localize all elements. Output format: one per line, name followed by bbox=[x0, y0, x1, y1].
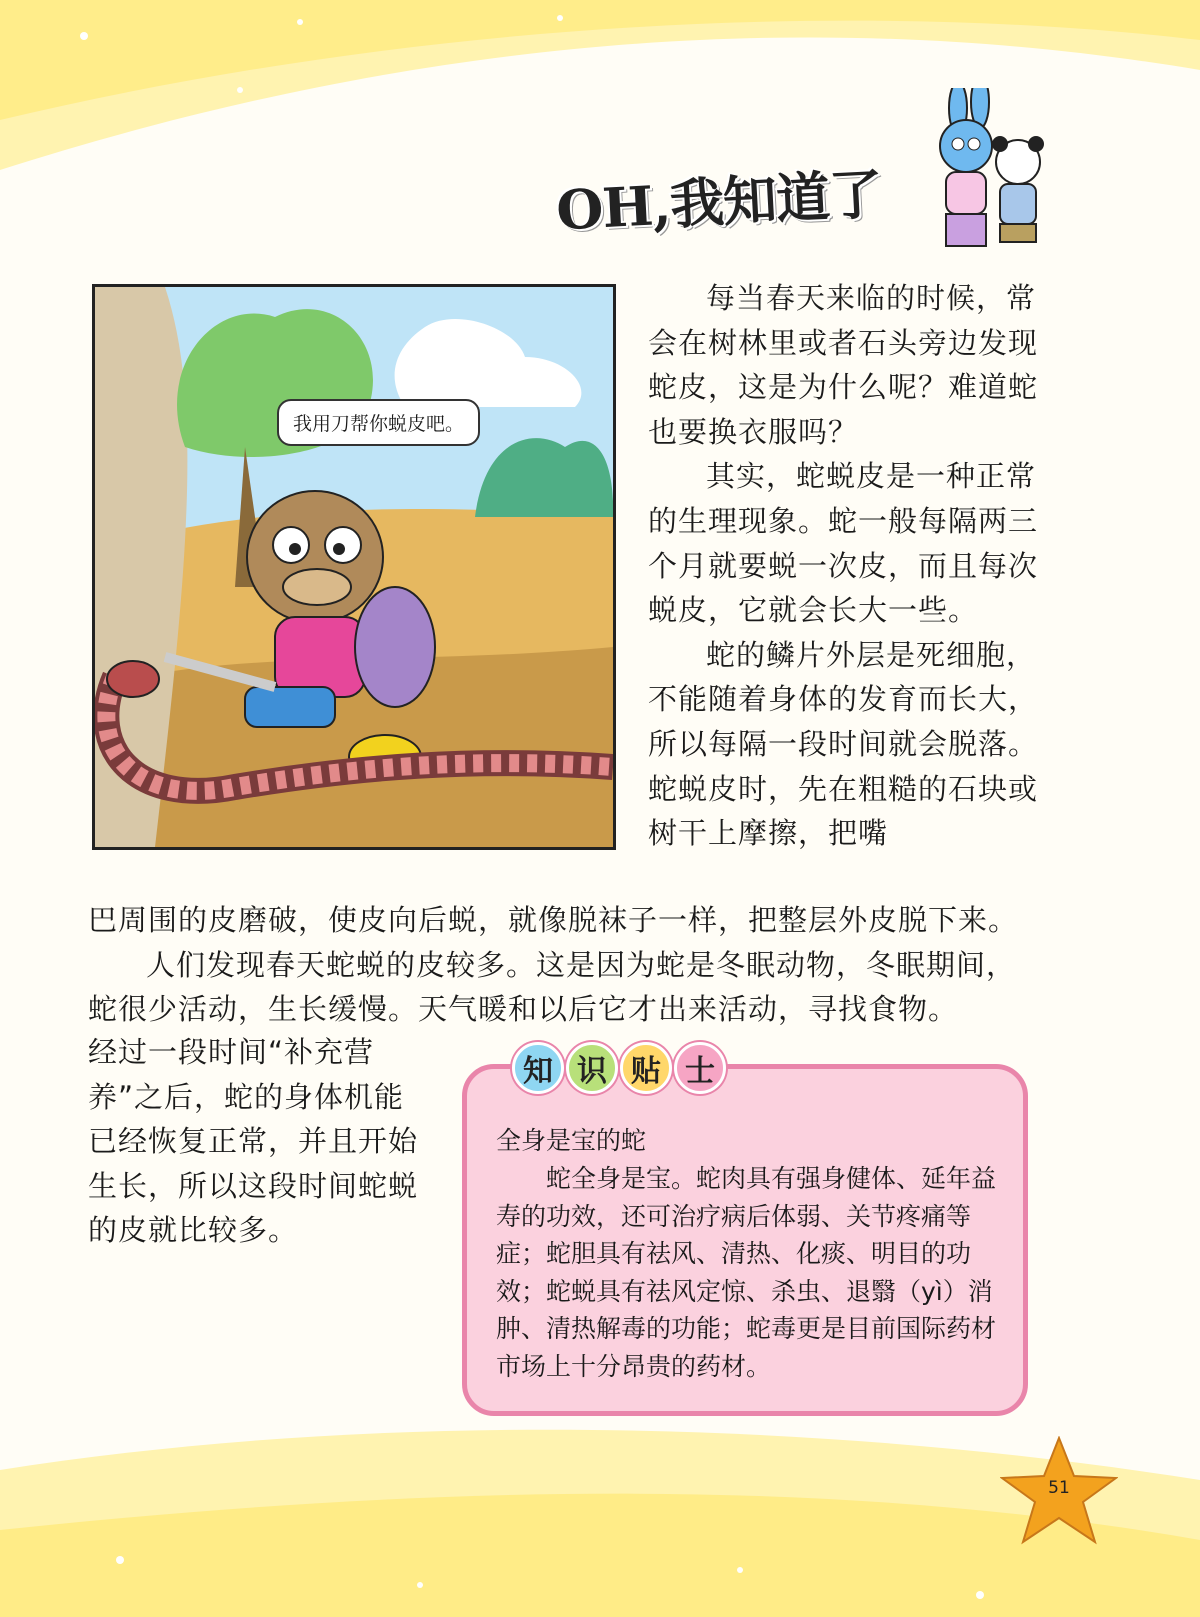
tips-heading: 全身是宝的蛇 bbox=[496, 1126, 647, 1155]
page-number: 51 bbox=[1048, 1478, 1070, 1498]
article-paragraph-2: 其实，蛇蜕皮是一种正常的生理现象。蛇一般每隔两三个月就要蜕一次皮，而且每次蜕皮，它就会长大一些。 bbox=[648, 459, 1039, 628]
tips-badge-1: 知 bbox=[512, 1042, 564, 1094]
article-text-left bbox=[88, 1030, 428, 1253]
article-paragraph-4-continued: 经过一段时间“补充营养”之后，蛇的身体机能已经恢复正常，并且开始生长，所以这段时间蛇蜕的皮就比较多。 bbox=[88, 1035, 419, 1248]
comic-illustration bbox=[95, 287, 613, 847]
comic-speech-bubble: 我用刀帮你蜕皮吧。 bbox=[277, 399, 480, 446]
article-paragraph-1: 每当春天来临的时候，常会在树林里或者石头旁边发现蛇皮，这是为什么呢？难道蛇也要换衣服吗？ bbox=[648, 281, 1039, 449]
knowledge-tips-badges bbox=[512, 1042, 726, 1094]
article-text-right bbox=[648, 276, 1038, 856]
tips-body: 蛇全身是宝。蛇肉具有强身健体、延年益寿的功效，还可治疗病后体弱、关节疼痛等症；蛇胆具有祛风、清热、化痰、明目的功效；蛇蜕具有祛风定惊、杀虫、退翳（yì）消肿、清热解毒的功能；蛇毒更是目前国际药材市场上十分昂贵的药材。 bbox=[496, 1164, 997, 1381]
article-paragraph-3: 蛇的鳞片外层是死细胞，不能随着身体的发育而长大，所以每隔一段时间就会脱落。蛇蜕皮时，先在粗糙的石块或树干上摩擦，把嘴 bbox=[648, 637, 1039, 851]
tips-badge-3: 贴 bbox=[620, 1042, 672, 1094]
article-paragraph-3-continued: 巴周围的皮磨破，使皮向后蜕，就像脱袜子一样，把整层外皮脱下来。 bbox=[88, 903, 1019, 937]
article-text-full bbox=[88, 898, 1040, 1032]
tips-badge-2: 识 bbox=[566, 1042, 618, 1094]
tips-badge-4: 士 bbox=[674, 1042, 726, 1094]
page-header-title: OH,我知道了 bbox=[554, 161, 884, 243]
comic-panel bbox=[92, 284, 616, 850]
mascot-characters-illustration bbox=[900, 88, 1070, 258]
article-paragraph-4: 人们发现春天蛇蜕的皮较多。这是因为蛇是冬眠动物，冬眠期间，蛇很少活动，生长缓慢。天气暖和以后它才出来活动，寻找食物。 bbox=[88, 947, 1017, 1027]
